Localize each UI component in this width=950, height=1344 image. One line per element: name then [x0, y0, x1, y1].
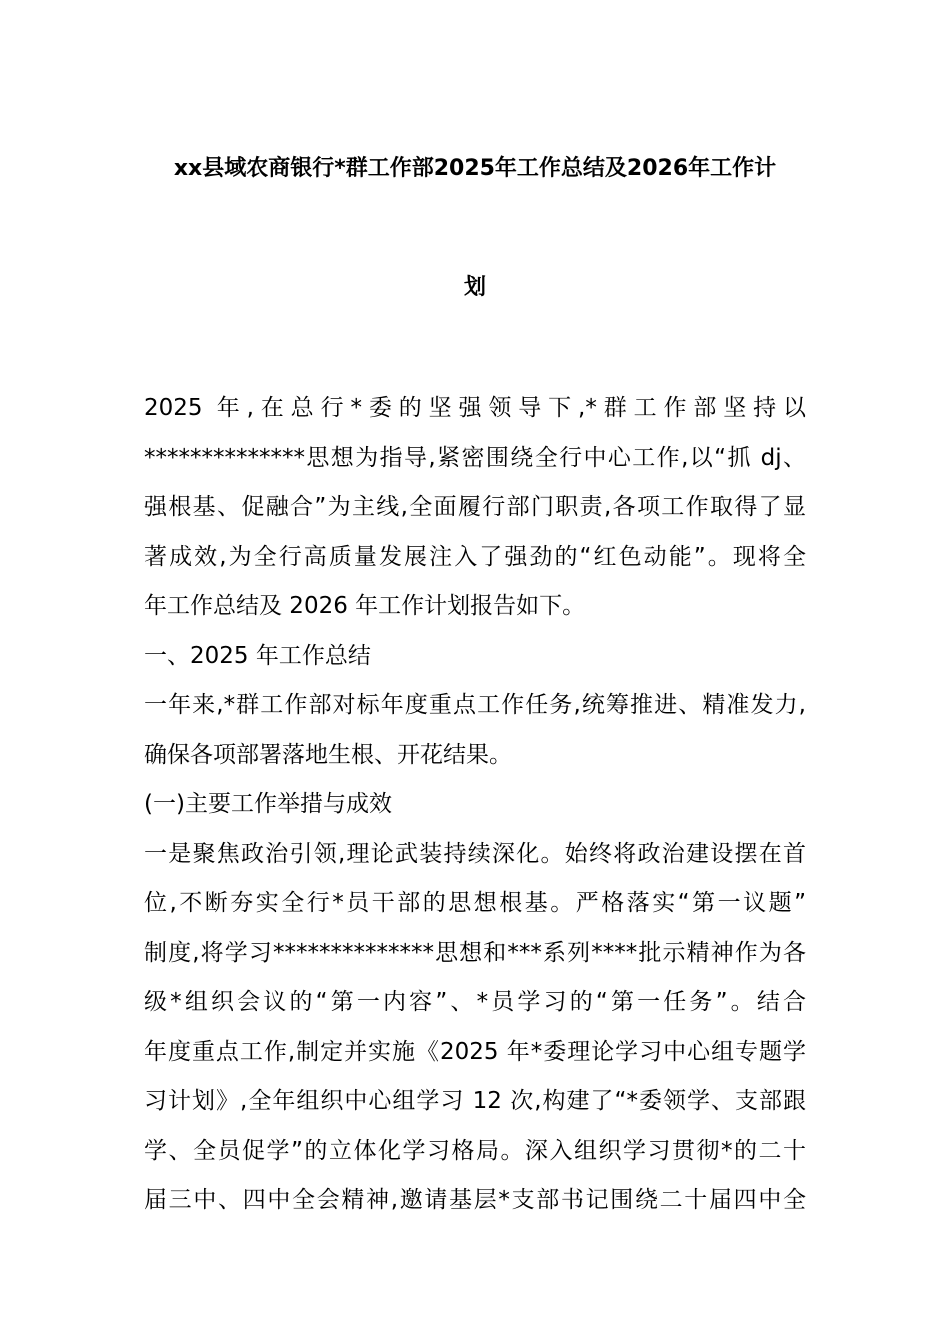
- body-text-line: 年工作总结及 2026 年工作计划报告如下。: [144, 593, 586, 619]
- subsection-heading: (一)主要工作举措与成效: [144, 791, 392, 817]
- body-text-line: 2025 年,在总行*委的坚强领导下,*群工作部坚持以: [144, 395, 806, 421]
- body-text-line: 强根基、促融合”为主线,全面履行部门职责,各项工作取得了显: [144, 494, 806, 520]
- section-heading: 一、2025 年工作总结: [144, 643, 371, 669]
- body-text-line: 届三中、四中全会精神,邀请基层*支部书记围绕二十届四中全: [144, 1187, 806, 1213]
- body-text-line: 习计划》,全年组织中心组学习 12 次,构建了“*委领学、支部跟: [144, 1088, 806, 1114]
- document-title-line-2: 划: [463, 275, 486, 300]
- body-text-line: 学、全员促学”的立体化学习格局。深入组织学习贯彻*的二十: [144, 1138, 806, 1164]
- body-text-line: 位,不断夯实全行*员干部的思想根基。严格落实“第一议题”: [144, 890, 806, 916]
- document-title-line-1: xx县域农商银行*群工作部2025年工作总结及2026年工作计: [173, 156, 777, 181]
- body-text-line: 级*组织会议的“第一内容”、*员学习的“第一任务”。结合: [144, 989, 806, 1015]
- body-text-line: 著成效,为全行高质量发展注入了强劲的“红色动能”。现将全: [144, 544, 806, 570]
- body-text-line: **************思想为指导,紧密围绕全行中心工作,以“抓 dj、: [144, 445, 806, 471]
- body-text-line: 制度,将学习**************思想和***系列****批示精神作为各: [144, 940, 806, 966]
- body-text-line: 年度重点工作,制定并实施《2025 年*委理论学习中心组专题学: [144, 1039, 806, 1065]
- body-text-line: 一年来,*群工作部对标年度重点工作任务,统筹推进、精准发力,: [144, 692, 806, 718]
- body-text-line: 一是聚焦政治引领,理论武装持续深化。始终将政治建设摆在首: [144, 841, 806, 867]
- body-text-line: 确保各项部署落地生根、开花结果。: [144, 742, 512, 768]
